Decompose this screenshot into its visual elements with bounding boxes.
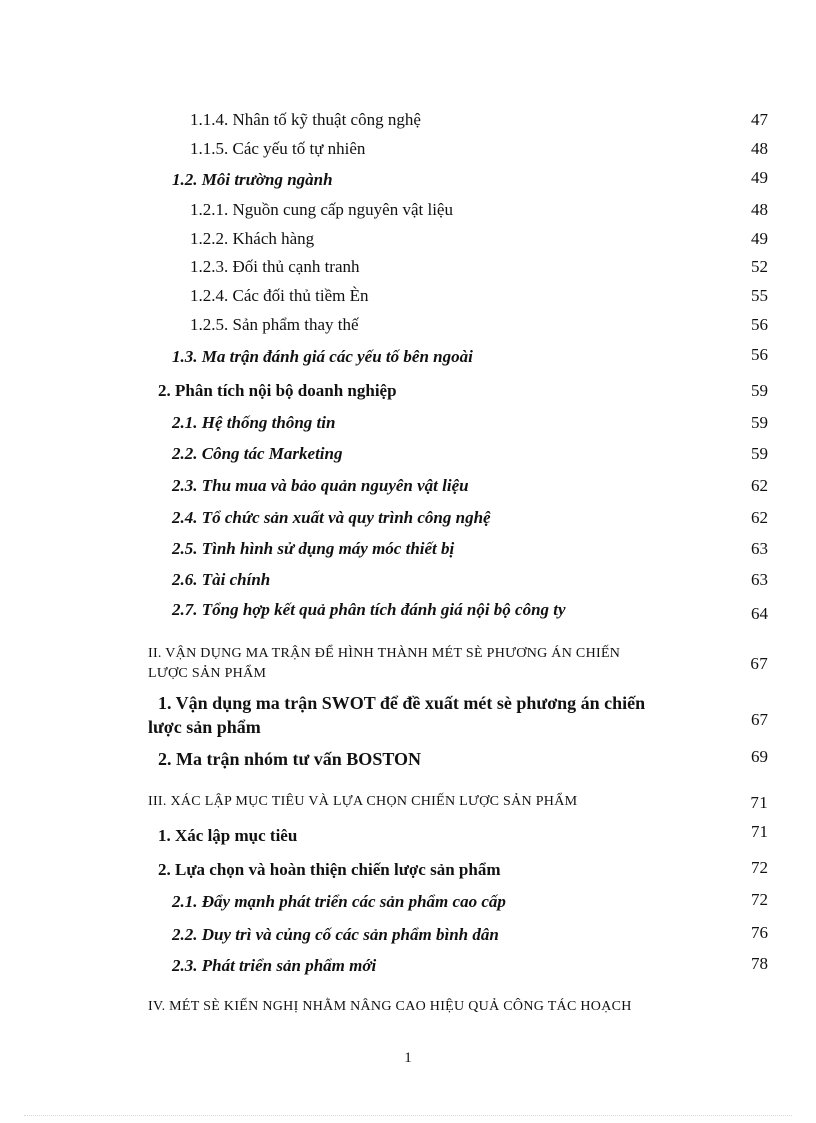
toc-entry-page: 71: [750, 793, 768, 812]
toc-entry-page: 67: [750, 654, 768, 673]
toc-entry-title: 1.2.2. Khách hàng: [190, 229, 315, 248]
toc-entry-title: 2.6. Tài chính: [172, 570, 271, 589]
toc-entry-page: 52: [751, 257, 768, 276]
toc-entry-page: 48: [751, 139, 768, 158]
toc-entry-page: 64: [751, 604, 768, 623]
toc-entry-page: 59: [751, 413, 768, 432]
toc-entry-page: 69: [751, 747, 768, 766]
toc-entry-title: 2. Phân tích nội bộ doanh nghiệp: [158, 381, 397, 400]
toc-entry-title: 2.2. Công tác Marketing: [172, 444, 343, 463]
toc-entry-page: 67: [751, 710, 768, 729]
toc-entry-page: 48: [751, 200, 768, 219]
page-number: 1: [404, 1050, 412, 1066]
toc-entry-title: 2.5. Tình hình sử dụng máy móc thiết bị: [172, 539, 455, 558]
toc-entry-page: 62: [751, 476, 768, 495]
toc-entry-title: 2.7. Tổng hợp kết quả phân tích đánh giá nội bộ công ty: [172, 600, 566, 619]
toc-entry-title: 1.2.3. Đối thủ cạnh tranh: [190, 257, 360, 276]
toc-entry-page: 78: [751, 954, 768, 973]
toc-entry-page: 59: [751, 381, 768, 400]
toc-entry-title: 2.1. Đẩy mạnh phát triển các sản phẩm cao cấp: [172, 892, 506, 911]
toc-entry-page: 56: [751, 345, 768, 364]
toc-entry-title: 2.4. Tổ chức sản xuất và quy trình công nghệ: [172, 508, 491, 527]
toc-entry-title: 2.1. Hệ thống thông tin: [172, 413, 336, 432]
toc-entry-title: III. XÁC LẬP MỤC TIÊU VÀ LỰA CHỌN CHIẾN LƯỢC SẢN PHẨM: [148, 794, 578, 809]
toc-entry-title-line2: lược sản phẩm: [148, 717, 261, 737]
toc-entry-title: 1.2.4. Các đối thủ tiềm Èn: [190, 286, 369, 305]
toc-entry-title: 1. Xác lập mục tiêu: [158, 826, 298, 845]
toc-entry-page: 63: [751, 570, 768, 589]
toc-entry-title: 1.3. Ma trận đánh giá các yếu tố bên ngoài: [172, 347, 473, 366]
toc-entry-page: 72: [751, 890, 768, 909]
toc-entry-page: 49: [751, 229, 768, 248]
toc-entry-title-line1: 1. Vận dụng ma trận SWOT để đề xuất mét sè phương án chiến: [158, 693, 646, 713]
page-bottom-divider: [24, 1115, 792, 1116]
toc-entry-title: 2.3. Thu mua và bảo quản nguyên vật liệu: [172, 476, 469, 495]
toc-entry-page: 55: [751, 286, 768, 305]
toc-entry-page: 56: [751, 315, 768, 334]
toc-entry-title: IV. MÉT SÈ KIẾN NGHỊ NHẰM NÂNG CAO HIỆU QUẢ CÔNG TÁC HOẠCH: [148, 999, 632, 1014]
toc-entry-page: 63: [751, 539, 768, 558]
toc-entry-page: 76: [751, 923, 768, 942]
toc-entry-page: 71: [751, 822, 768, 841]
toc-entry-title-line1: II. VẬN DỤNG MA TRẬN ĐỂ HÌNH THÀNH MÉT SÈ PHƯƠNG ÁN CHIẾN: [148, 646, 621, 661]
toc-entry-title: 1.2.5. Sản phẩm thay thế: [190, 315, 359, 334]
toc-entry-page: 49: [751, 168, 768, 187]
toc-entry-title: 2. Ma trận nhóm tư vấn BOSTON: [158, 749, 422, 769]
toc-entry-page: 62: [751, 508, 768, 527]
toc-entry-title: 2.2. Duy trì và củng cố các sản phẩm bình dân: [172, 925, 499, 944]
toc-entry-page: 59: [751, 444, 768, 463]
toc-entry-title: 2.3. Phát triển sản phẩm mới: [172, 956, 377, 975]
toc-entry-title: 1.2. Môi trường ngành: [172, 170, 333, 189]
toc-entry-page: 47: [751, 110, 768, 129]
toc-entry-title: 1.2.1. Nguồn cung cấp nguyên vật liệu: [190, 200, 453, 219]
toc-entry-title: 1.1.5. Các yếu tố tự nhiên: [190, 139, 366, 158]
toc-entry-page: 72: [751, 858, 768, 877]
toc-entry-title: 1.1.4. Nhân tố kỹ thuật công nghệ: [190, 110, 421, 129]
toc-entry-title-line2: LƯỢC SẢN PHẨM: [148, 666, 267, 681]
toc-entry-title: 2. Lựa chọn và hoàn thiện chiến lược sản phẩm: [158, 860, 501, 879]
